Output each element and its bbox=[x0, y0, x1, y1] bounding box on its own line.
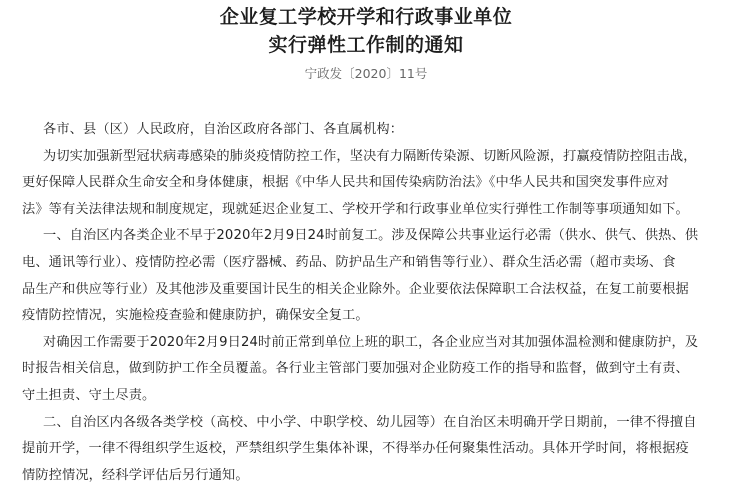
body-line: 二、自治区内各级各类学校（高校、中小学、中职学校、幼儿园等）在自治区未明确开学日期前，一律不得擅自 bbox=[43, 414, 697, 430]
body-line: 法》等有关法律法规和制度规定，现就延迟企业复工、学校开学和行政事业单位实行弹性工作制等事项通知如下。 bbox=[22, 201, 689, 217]
body-line: 为切实加强新型冠状病毒感染的肺炎疫情防控工作，坚决有力隔断传染源、切断风险源，打赢疫情防控阻击战， bbox=[43, 148, 697, 164]
document-title-line-2: 实行弹性工作制的通知 bbox=[268, 34, 464, 56]
body-line: 电、通讯等行业）、疫情防控必需（医疗器械、药品、防护品生产和销售等行业）、群众生活必需（超市卖场、食 bbox=[22, 255, 676, 270]
body-line: 疫情防控情况，实施检疫查验和健康防护，确保安全复工。 bbox=[22, 308, 369, 324]
body-line: 一、自治区内各类企业不早于2020年2月9日24时前复工。涉及保障公共事业运行必需（供水、供气、供热、供 bbox=[43, 228, 699, 244]
body-line: 提前开学，一律不得组织学生返校，严禁组织学生集体补课，不得举办任何聚集性活动。具体开学时间，将根据疫 bbox=[22, 441, 689, 457]
body-line: 情防控情况，经科学评估后另行通知。 bbox=[22, 467, 249, 483]
body-line: 守土担责、守土尽责。 bbox=[22, 388, 156, 403]
body-line: 更好保障人民群众生命安全和身体健康，根据《中华人民共和国传染病防治法》《中华人民共和国突发事件应对 bbox=[22, 175, 669, 191]
body-line: 对确因工作需要于2020年2月9日24时前正常到单位上班的职工，各企业应当对其加强体温检测和健康防护，及 bbox=[43, 334, 699, 350]
body-line: 时报告相关信息，做到防护工作全员覆盖。各行业主管部门要加强对企业防疫工作的指导和监督，做到守土有责、 bbox=[22, 361, 689, 377]
salutation-line: 各市、县（区）人民政府，自治区政府各部门、各直属机构： bbox=[43, 122, 404, 137]
document-title-line-1: 企业复工学校开学和行政事业单位 bbox=[219, 6, 513, 28]
body-line: 品生产和供应等行业）及其他涉及重要国计民生的相关企业除外。企业要依法保障职工合法权益，在复工前要根据 bbox=[22, 281, 689, 297]
document-number: 宁政发〔2020〕11号 bbox=[304, 66, 428, 81]
